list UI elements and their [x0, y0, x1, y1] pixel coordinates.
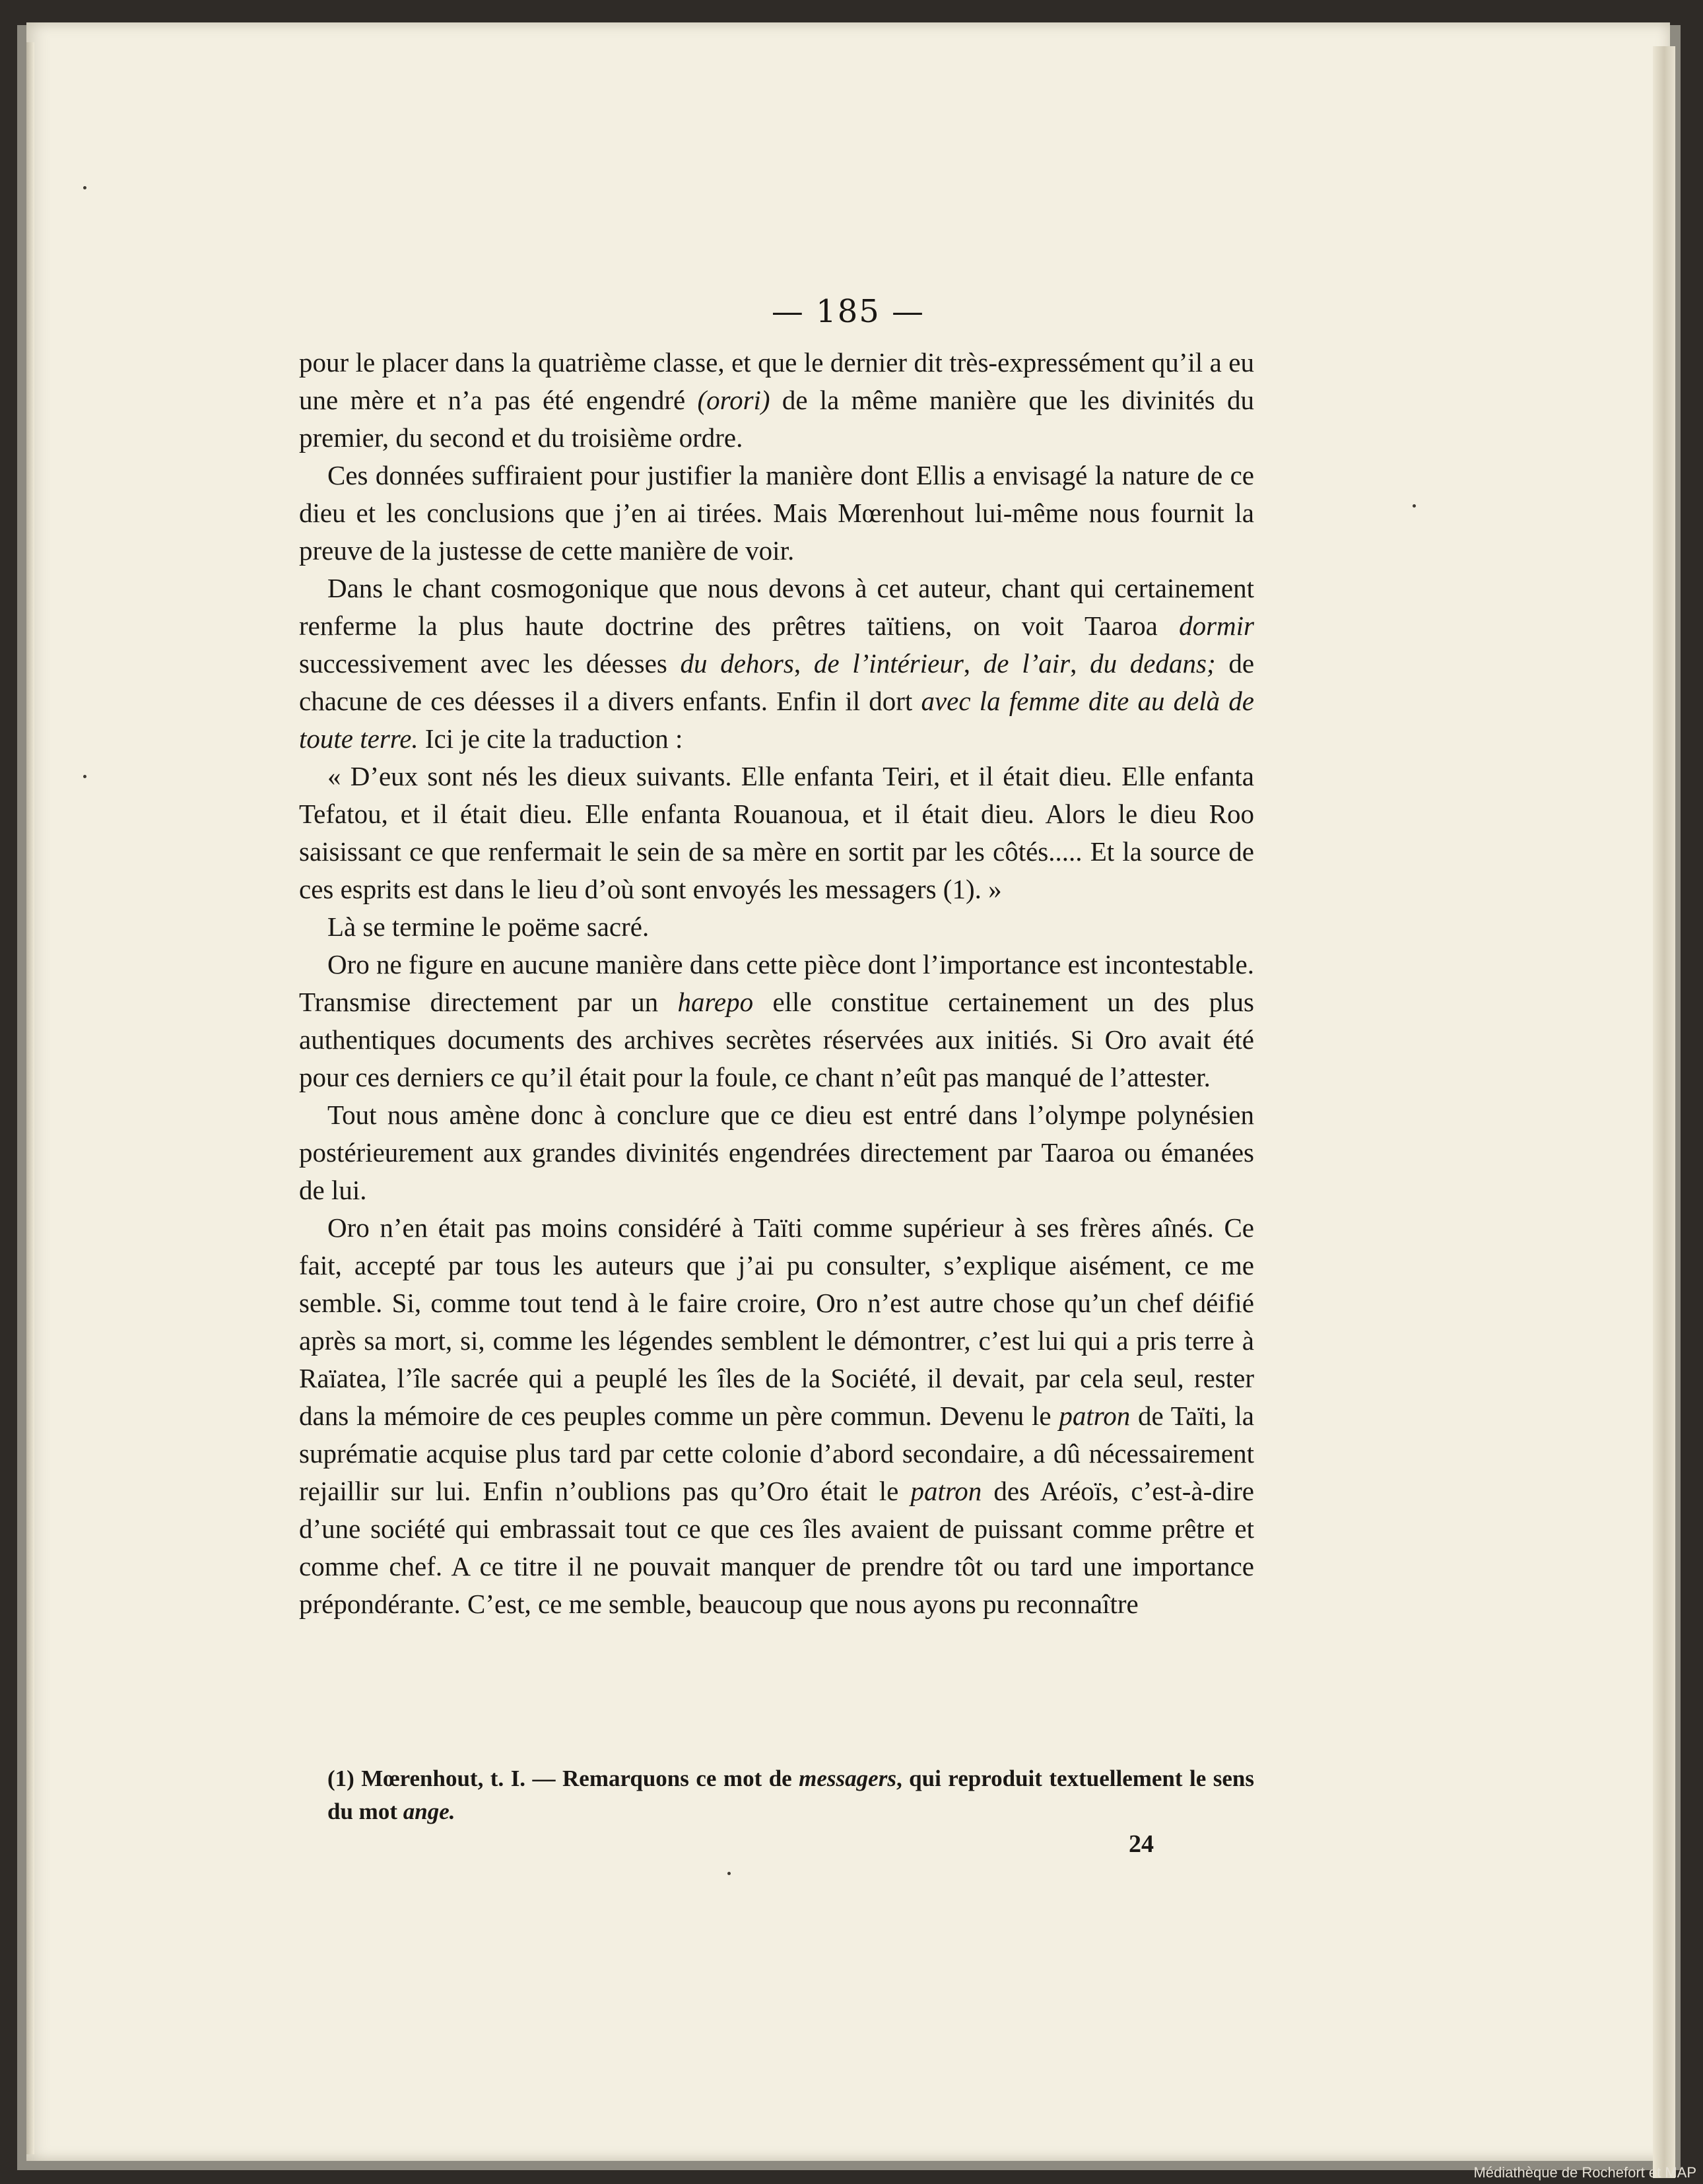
paragraph: [299, 908, 1254, 946]
paragraph: [299, 1096, 1254, 1209]
italic-run: patron: [1059, 1401, 1131, 1431]
italic-run: du dedans;: [1090, 648, 1216, 678]
book-page: [26, 22, 1670, 2161]
text-run: (1) Mœrenhout, t. I. — Remarquons ce mot de: [327, 1766, 799, 1791]
italic-run: patron: [910, 1476, 982, 1506]
text-run: de chacune de ces déesses il a divers enfants. Enfin il dort: [299, 648, 1255, 716]
speck: [83, 186, 86, 189]
paragraph: [299, 457, 1254, 570]
page-gutter: [26, 42, 34, 2154]
italic-run: messagers: [799, 1766, 896, 1791]
italic-run: de l’air: [983, 648, 1071, 678]
speck: [83, 775, 86, 778]
text-run: ,: [1070, 648, 1090, 678]
text-run: de la même manière que les divinités du premier, du second et du troisième ordre.: [299, 385, 1255, 453]
text-run: Oro n’en était pas moins considéré à Taïti comme supérieur à ses frères aînés. Ce fait, accepté par tous les auteurs que j’ai pu consulter, s’explique aisément, ce me semble. Si, comme tout tend à le faire croire, Oro n’est autre chose qu’un chef déifié après sa mort, si, comme les légendes semblent le démontrer, c’est lui qui a pris terre à Raïatea, l’île sacrée qui a peuplé les îles de la Société, il devait, par cela seul, rester dans la mémoire de ces peuples comme un père commun. Devenu le: [299, 1212, 1254, 1431]
paragraph: [299, 344, 1254, 457]
text-run: Là se termine le poëme sacré.: [327, 911, 650, 942]
italic-run: harepo: [677, 987, 754, 1017]
text-run: , qui reproduit textuellement le sens du mot: [327, 1766, 1254, 1824]
italic-run: ange.: [403, 1799, 455, 1824]
text-run: Dans le chant cosmogonique que nous devons à cet auteur, chant qui certainement renferme la plus haute doctrine des prêtres taïtiens, on voit Taaroa: [299, 573, 1254, 641]
italic-run: (orori): [697, 385, 770, 415]
italic-run: avec la femme dite au delà de toute terre.: [299, 686, 1254, 754]
watermark: Médiathèque de Rochefort et MAP: [1473, 2164, 1696, 2181]
italic-run: de l’intérieur: [813, 648, 964, 678]
text-run: de Taïti, la suprématie acquise plus tard par cette colonie d’abord secondaire, a dû nécessairement rejaillir sur lui. Enfin n’oublions pas qu’Oro était le: [299, 1401, 1254, 1506]
footnote: [327, 1762, 1254, 1828]
text-run: ,: [793, 648, 814, 678]
text-run: Tout nous amène donc à conclure que ce dieu est entré dans l’olympe polynésien postérieurement aux grandes divinités engendrées directement par Taaroa ou émanées de lui.: [299, 1100, 1254, 1205]
signature-mark: 24: [1129, 1830, 1154, 1858]
italic-run: du dehors: [680, 648, 794, 678]
text-run: Ici je cite la traduction :: [418, 723, 683, 754]
italic-run: dormir: [1179, 611, 1254, 641]
text-run: successivement avec les déesses: [299, 648, 681, 678]
text-run: ,: [963, 648, 984, 678]
paragraph: [299, 946, 1254, 1096]
text-run: pour le placer dans la quatrième classe, et que le dernier dit très-expressément qu’il a eu une mère et n’a pas été engendré: [299, 347, 1254, 415]
text-run: « D’eux sont nés les dieux suivants. Elle enfanta Teiri, et il était dieu. Elle enfanta Tefatou, et il était dieu. Elle enfanta Rouanoua, et il était dieu. Alors le dieu Roo saisissant ce que renfermait le sein de sa mère en sortit par les côtés..... Et la source de ces esprits est dans le lieu d’où sont envoyés les messagers (1). »: [299, 761, 1254, 904]
text-run: elle constitue certainement un des plus authentiques documents des archives secrètes réservées aux initiés. Si Oro avait été pour ces derniers ce qu’il était pour la foule, ce chant n’eût pas manqué de l’attester.: [299, 987, 1254, 1092]
text-run: Oro ne figure en aucune manière dans cette pièce dont l’importance est incontestable. Transmise directement par un: [299, 949, 1254, 1017]
page-fore-edge: [1653, 46, 1675, 2178]
body-text: [299, 344, 1254, 1623]
page-number-header: — 185 —: [771, 293, 925, 330]
paragraph: [299, 570, 1254, 758]
paragraph: [299, 758, 1254, 908]
speck: [1413, 504, 1416, 508]
speck: [727, 1872, 731, 1875]
paragraph: [299, 1209, 1254, 1623]
text-run: Ces données suffiraient pour justifier la manière dont Ellis a envisagé la nature de ce dieu et les conclusions que j’en ai tirées. Mais Mœrenhout lui-même nous fournit la preuve de la justesse de cette manière de voir.: [299, 460, 1254, 566]
text-run: des Aréoïs, c’est-à-dire d’une société qui embrassait tout ce que ces îles avaient de puissant comme prêtre et comme chef. A ce titre il ne pouvait manquer de prendre tôt ou tard une importance prépondérante. C’est, ce me semble, beaucoup que nous ayons pu reconnaître: [299, 1476, 1254, 1619]
